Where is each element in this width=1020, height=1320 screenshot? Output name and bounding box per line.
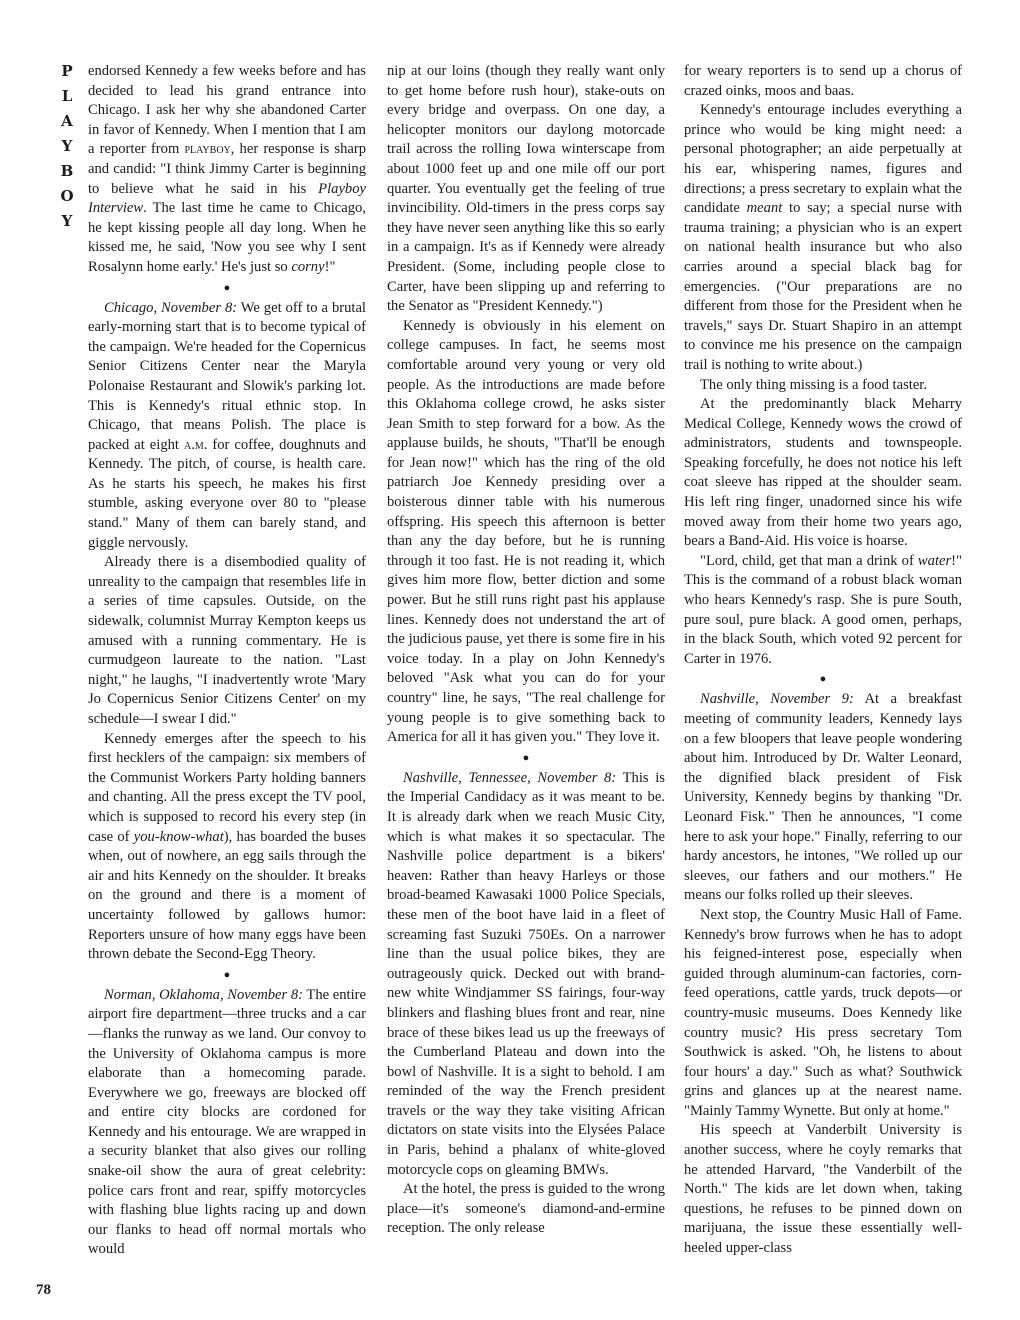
paragraph: "Lord, child, get that man a drink of water!" This is the command of a robust black woman who hears Kennedy's rasp. She is pure South, pure soul, pure black. A good omen, perhaps, in the black South, which voted 92 percent for Carter in 1976.	[684, 552, 962, 667]
column-2	[387, 62, 665, 1302]
dateline: Nashville, Tennessee, November 8:	[403, 769, 617, 786]
dateline: Chicago, November 8:	[104, 299, 238, 316]
paragraph: Kennedy emerges after the speech to his first hecklers of the campaign: six members of the Communist Workers Party holding banners and chanting. All the press except the TV pool, which is supposed to record his every step (in case of you-know-what), has boarded the buses when, out of nowhere, an egg sails through the air and hits Kennedy on the shoulder. It breaks on the ground and there is a moment of uncertainty followed by gallows humor: Reporters unsure of how many eggs have been thrown debate the Second-Egg Theory.	[88, 730, 366, 963]
section-separator: ●	[223, 281, 231, 294]
paragraph: Nashville, November 9: At a breakfast meeting of community leaders, Kennedy lays on a few bloopers that leave people wondering about him. Introduced by Dr. Walter Leonard, the dignified black president of Fisk University, Kennedy begins by thanking "Dr. Leonard Fisk." Then he announces, "I come here to ask your hope." Finally, referring to our hardy ancestors, he intones, "We rolled up our sleeves, our fathers and our mothers." He means our folks rolled up their sleeves.	[684, 691, 962, 904]
column-3	[684, 62, 962, 1302]
paragraph: At the predominantly black Meharry Medical College, Kennedy wows the crowd of administrators, students and townspeople. Speaking forcefully, he does not notice his left coat sleeve has ripped at the shoulder seam. His left ring finger, unadorned since his wife moved away from their home two years ago, bears a Band-Aid. His voice is hoarse.	[684, 396, 962, 550]
paragraph: for weary reporters is to send up a chorus of crazed oinks, moos and baas.	[684, 63, 962, 99]
section-separator: ●	[223, 968, 231, 981]
running-title-letter: Y	[61, 137, 73, 155]
paragraph: Next stop, the Country Music Hall of Fame. Kennedy's brow furrows when he has to adopt his feigned-interest pose, especially when guided through aluminum-can factories, corn-feed operations, cattle yards, truck depots—or country-music museums. Does Kennedy like country music? His press secretary Tom Southwick is asked. "Oh, he listens to about four hours' a day." Such as what? Southwick grins and glances up at the nearest name. "Mainly Tammy Wynette. But only at home."	[684, 906, 962, 1119]
running-title-letter: B	[60, 162, 74, 180]
section-separator: ●	[522, 751, 530, 764]
paragraph: At the hotel, the press is guided to the wrong place—it's someone's diamond-and-ermine reception. The only release	[387, 1181, 665, 1237]
running-title-letter: L	[61, 87, 73, 105]
paragraph: Nashville, Tennessee, November 8: This is the Imperial Candidacy as it was meant to be. It is already dark when we reach Music City, which is what makes it so spectacular. The Nashville police department is a bikers' heaven: Rather than heavy Harleys or those broad-beamed Kawasaki 1000 Police Specials, these men of the boot have laid in a fleet of screaming fast Suzuki 750Es. On a narrower line than the usual police bikes, they are outrageously quick. Decked out with brand-new white Windjammer SS fairings, four-way blinkers and flashing blues front and rear, nine brace of these bikes lead us up the freeways of the Cumberland Plateau and down into the bowl of Nashville. It is a sight to behold. I am reminded of the way the French president travels or the way they take visiting African dictators on state visits into the Elysées Palace in Paris, behind a phalanx of white-gloved motorcycle cops on gleaming BMWs.	[387, 769, 665, 1178]
paragraph: Chicago, November 8: We get off to a brutal early-morning start that is to become typical of the campaign. We're headed for the Copernicus Senior Citizens Center near the Maryla Polonaise Restaurant and Slowik's parking lot. This is Kennedy's ritual ethnic stop. In Chicago, that means Polish. The place is packed at eight a.m. for coffee, doughnuts and Kennedy. The pitch, of course, is health care. As he starts his speech, he makes his first stumble, asking everyone over 80 to "please stand." Many of them can barely stand, and giggle nervously.	[88, 299, 366, 551]
paragraph: His speech at Vanderbilt University is another success, where he coyly remarks that he attended Harvard, "the Vanderbilt of the North." The kids are let down when, taking questions, he refuses to be pinned down on marijuana, the issue these essentially well-heeled upper-class	[684, 1122, 962, 1257]
paragraph: Kennedy is obviously in his element on college campuses. In fact, he seems most comfortable around very young or very old people. As the introductions are made before this Oklahoma college crowd, he asks sister Jean Smith to step forward for a bow. As the applause builds, he shouts, "That'll be enough for Jean now!" which has the ring of the old patriarch Joe Kennedy presiding over a boisterous dinner table with his numerous offspring. His speech this afternoon is better than any the day before, but he is running through it too fast. He is not reading it, which gives him more flow, better diction and some power. But he still runs right past his applause lines. Kennedy does not understand the art of the judicious pause, yet there is some fire in his voice today. In a play on John Kennedy's beloved "Ask what you can do for your country" line, he says, "The real challenge for young people is to give something back to America for all it has given you." They love it.	[387, 317, 665, 746]
paragraph: endorsed Kennedy a few weeks before and has decided to lead his grand entrance into Chicago. I ask her why she abandoned Carter in favor of Kennedy. When I mention that I am a reporter from playboy, her response is sharp and candid: "I think Jimmy Carter is beginning to believe what he said in his Playboy Interview. The last time he came to Chicago, he kept kissing people all day long. When he kissed me, he said, 'Now you see why I sent Rosalynn home early.' He's just so corny!"	[88, 63, 366, 275]
paragraph: Kennedy's entourage includes everything a prince who would be king might need: a personal photographer; an aide perpetually at his ear, whispering names, figures and directions; a press secretary to explain what the candidate meant to say; a special nurse with trauma training; a physician who is an expert on national health insurance but who also carries around a special black bag for emergencies. ("Our preparations are no different from those for the President when he travels," says Dr. Stuart Shapiro in an attempt to convince me his presence on the campaign trail is nothing to write about.)	[684, 102, 962, 373]
running-title-letter: A	[61, 112, 73, 130]
dateline: Norman, Oklahoma, November 8:	[104, 986, 304, 1003]
running-title-letter: Y	[61, 212, 73, 230]
running-title-letter: O	[60, 187, 74, 205]
paragraph: The only thing missing is a food taster.	[700, 376, 927, 393]
page-number: 78	[36, 1282, 51, 1298]
magazine-running-title	[58, 62, 76, 237]
dateline: Nashville, November 9:	[700, 691, 854, 708]
running-title-letter: P	[61, 62, 73, 80]
section-separator: ●	[819, 673, 827, 686]
paragraph: Already there is a disembodied quality of unreality to the campaign that resembles life in a series of time capsules. Outside, on the sidewalk, columnist Murray Kempton keeps us amused with a running commentary. He is curmudgeon laureate to the nation. "Last night," he laughs, "I inadvertently wrote 'Mary Jo Copernicus Senior Citizens Center' on my schedule—I swear I did."	[88, 554, 366, 727]
column-1	[88, 62, 366, 1302]
paragraph: Norman, Oklahoma, November 8: The entire airport fire department—three trucks and a car—flanks the runway as we land. Our convoy to the University of Oklahoma campus is more elaborate than a homecoming parade. Everywhere we go, freeways are blocked off and entire city blocks are cordoned for Kennedy and his entourage. We are wrapped in a security blanket that also gives our rolling snake-oil show the aura of great celebrity: police cars front and rear, spiffy motorcycles with flashing blue lights racing up and down our flanks to head off normal mortals who would	[88, 986, 366, 1258]
paragraph: nip at our loins (though they really want only to get home before rush hour), stake-outs on every bridge and overpass. On one day, a helicopter monitors our daylong motorcade trail across the rolling Iowa winterscape from about 1000 feet up and one mile off our port quarter. You eventually get the feeling of true invincibility. Old-timers in the press corps say they have never seen anything like this so early in a campaign. It's as if Kennedy were already President. (Some, including people close to Carter, have been slipping up and referring to the Senator as "President Kennedy.")	[387, 63, 665, 315]
